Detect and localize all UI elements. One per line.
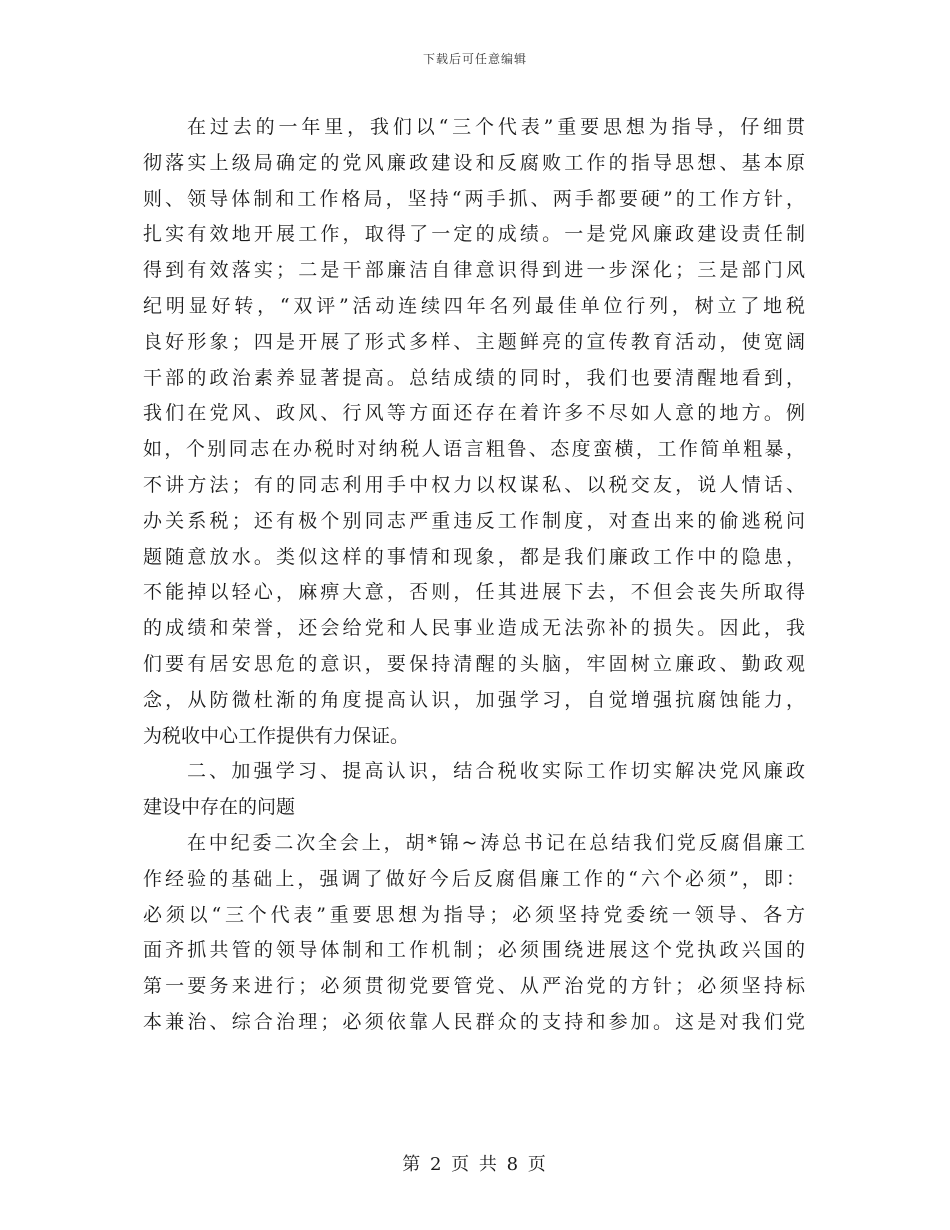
paragraph-line: 们要有居安思危的意识，要保持清醒的头脑，牢固树立廉政、勤政观	[143, 652, 805, 675]
document-body	[143, 110, 805, 1041]
section-heading-line: 建设中存在的问题	[143, 796, 296, 819]
paragraph-line: 不讲方法；有的同志利用手中权力以权谋私、以税交友，说人情话、	[143, 473, 805, 496]
paragraph-line: 我们在党风、政风、行风等方面还存在着许多不尽如人意的地方。例	[143, 402, 805, 425]
paragraph-line: 作经验的基础上，强调了做好今后反腐倡廉工作的“六个必须”，即：	[143, 867, 805, 890]
paragraph-line: 办关系税；还有极个别同志严重违反工作制度，对查出来的偷逃税问	[143, 509, 805, 532]
paragraph-line: 纪明显好转，“双评”活动连续四年名列最佳单位行列，树立了地税	[143, 294, 805, 317]
paragraph-line: 扎实有效地开展工作，取得了一定的成绩。一是党风廉政建设责任制	[143, 223, 805, 246]
paragraph-line: 彻落实上级局确定的党风廉政建设和反腐败工作的指导思想、基本原	[143, 151, 805, 174]
paragraph-line: 良好形象；四是开展了形式多样、主题鲜亮的宣传教育活动，使宽阔	[143, 330, 805, 353]
page-header: 下载后可任意编辑	[422, 52, 527, 66]
paragraph-line: 的成绩和荣誉，还会给党和人民事业造成无法弥补的损失。因此，我	[143, 617, 805, 640]
paragraph-line: 为税收中心工作提供有力保证。	[143, 724, 410, 747]
paragraph-line: 在中纪委二次全会上，胡*锦~涛总书记在总结我们党反腐倡廉工	[187, 831, 805, 854]
paragraph-line: 本兼治、综合治理；必须依靠人民群众的支持和参加。这是对我们党	[143, 1010, 805, 1033]
section-heading-line: 二、加强学习、提高认识，结合税收实际工作切实解决党风廉政	[187, 760, 805, 783]
paragraph-line: 则、领导体制和工作格局，坚持“两手抓、两手都要硬”的工作方针，	[143, 187, 805, 210]
paragraph-line: 必须以“三个代表”重要思想为指导；必须坚持党委统一领导、各方	[143, 903, 805, 926]
paragraph-line: 题随意放水。类似这样的事情和现象，都是我们廉政工作中的隐患，	[143, 545, 805, 568]
paragraph-line: 第一要务来进行；必须贯彻党要管党、从严治党的方针；必须坚持标	[143, 975, 805, 998]
paragraph-line: 如，个别同志在办税时对纳税人语言粗鲁、态度蛮横，工作简单粗暴，	[143, 438, 805, 461]
page-number: 第 2 页 共 8 页	[402, 1154, 548, 1175]
paragraph-line: 面齐抓共管的领导体制和工作机制；必须围绕进展这个党执政兴国的	[143, 939, 805, 962]
paragraph-line: 得到有效落实；二是干部廉洁自律意识得到进一步深化；三是部门风	[143, 259, 805, 282]
paragraph-line: 在过去的一年里，我们以“三个代表”重要思想为指导，仔细贯	[187, 116, 805, 138]
paragraph-line: 干部的政治素养显著提高。总结成绩的同时，我们也要清醒地看到，	[143, 366, 805, 389]
paragraph-line: 念，从防微杜渐的角度提高认识，加强学习，自觉增强抗腐蚀能力，	[143, 688, 805, 711]
paragraph-line: 不能掉以轻心，麻痹大意，否则，任其进展下去，不但会丧失所取得	[143, 581, 805, 604]
